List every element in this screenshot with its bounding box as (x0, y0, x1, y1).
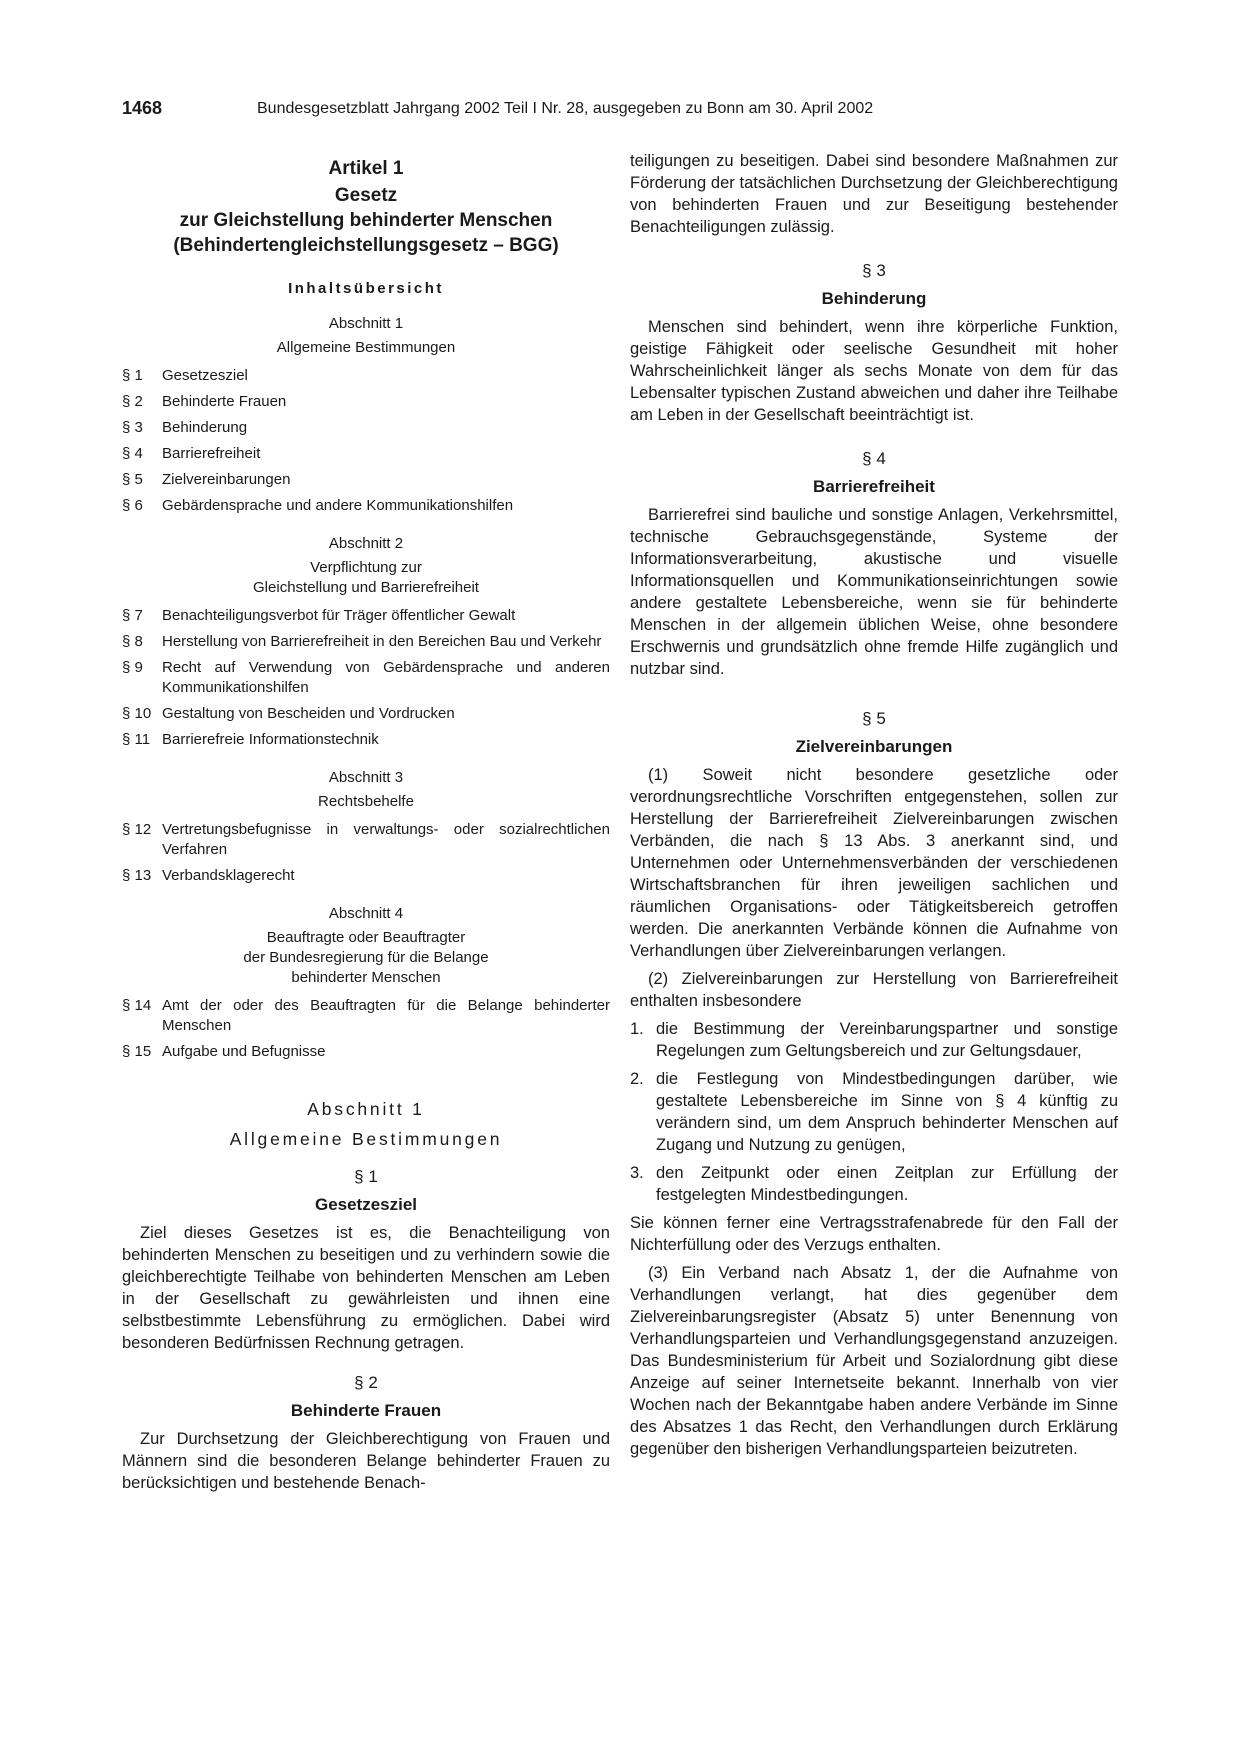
page-header (122, 98, 1122, 128)
toc-item-num: § 7 (122, 607, 143, 624)
paragraph-heading: Zielvereinbarungen (795, 737, 953, 756)
toc-section (122, 314, 610, 516)
paragraph-heading: Gesetzesziel (314, 1195, 418, 1214)
toc-item (122, 1042, 610, 1062)
toc (122, 314, 610, 1062)
list-item (630, 1068, 1118, 1156)
left-column (122, 156, 610, 1494)
paragraph-text: (1) Soweit nicht besondere gesetzliche oder verordnungsrechtliche Vorschriften entgegenstehen, sollen zur Herstellung der Barrierefreiheit Zielvereinbarungen zwischen Verbänden, die nach § 13 Abs. 3 anerkannt sind, und Unternehmen oder Unternehmensverbänden der verschiedenen Wirtschaftsbranchen für ihren jeweiligen sachlichen und räumlichen Organisations- oder Tätigkeitsbereich getroffen werden. Die anerkannten Verbände können die Aufnahme von Verhandlungen über Zielvereinbarungen verlangen. (630, 766, 1118, 960)
toc-item-text: Behinderte Frauen (162, 393, 287, 410)
list-item-num: 1. (630, 1020, 644, 1038)
toc-item-num: § 5 (122, 471, 143, 488)
page-number: 1468 (122, 98, 163, 118)
toc-section-title: Verpflichtung zur (310, 559, 422, 576)
enumerated-list (630, 1018, 1118, 1206)
law-title-line-1: Gesetz (334, 185, 398, 206)
toc-item (122, 470, 610, 490)
toc-item-num: § 14 (122, 997, 152, 1014)
toc-item (122, 606, 610, 626)
paragraph-text: (2) Zielvereinbarungen zur Herstellung von Barrierefreiheit enthalten insbesondere (630, 970, 1118, 1010)
paragraph-text: Ziel dieses Gesetzes ist es, die Benachteiligung von behinderten Menschen zu beseitigen und zu verhindern sowie die gleichberechtigte Teilhabe von behinderten Menschen am Leben in der Gesellschaft zu gewährleisten und ihnen eine selbstbestimmte Lebensführung zu ermöglichen. Dabei wird besonderen Bedürfnissen Rechnung getragen. (122, 1224, 610, 1352)
toc-item-num: § 9 (122, 659, 143, 676)
paragraph-text: Barrierefrei sind bauliche und sonstige Anlagen, Verkehrsmittel, technische Gebrauchsgegenstände, Systeme der Informationsverarbeitung, akustische und visuelle Informationsquellen und Kommunikationseinrichtungen sowie andere gestaltete Lebensbereiche, wenn sie für behinderte Menschen in der allgemein üblichen Weise, ohne besondere Erschwernis und grundsätzlich ohne fremde Hilfe zugänglich und nutzbar sind. (630, 506, 1118, 678)
toc-section (122, 904, 610, 1062)
toc-item-text: Amt der oder des Beauftragten für die Belange behinderter Menschen (162, 997, 610, 1034)
toc-item (122, 658, 610, 698)
toc-item-text: Aufgabe und Befugnisse (162, 1043, 326, 1060)
toc-item-text: Gesetzesziel (162, 367, 248, 384)
toc-section-title: Allgemeine Bestimmungen (276, 339, 456, 356)
toc-item (122, 866, 610, 886)
toc-item-num: § 1 (122, 367, 143, 384)
toc-item-text: Benachteiligungsverbot für Träger öffentlicher Gewalt (162, 607, 516, 624)
toc-item (122, 632, 610, 652)
toc-item-num: § 3 (122, 419, 143, 436)
paragraph-text: (3) Ein Verband nach Absatz 1, der die Aufnahme von Verhandlungen verlangt, hat dies gegenüber dem Zielvereinbarungsregister (Absatz 5) unter Benennung von Verhandlungsparteien und Verhandlungsgegenstand anzuzeigen. Das Bundesministerium für Arbeit und Sozialordnung gibt diese Anzeige auf seiner Internetseite bekannt. Innerhalb von vier Wochen nach der Bekanntgabe haben andere Verbände im Sinne des Absatzes 1 das Recht, den Verhandlungen durch Erklärung gegenüber den bisherigen Verhandlungsparteien beizutreten. (630, 1264, 1118, 1458)
toc-item-text: Vertretungsbefugnisse in verwaltungs- oder sozialrechtlichen Verfahren (162, 821, 610, 858)
toc-item-num: § 8 (122, 633, 143, 650)
toc-section-title: Gleichstellung und Barrierefreiheit (253, 579, 479, 596)
toc-section-label: Abschnitt 4 (328, 905, 404, 922)
paragraph-number: § 2 (354, 1373, 378, 1392)
toc-item-num: § 11 (122, 731, 151, 748)
toc-section-label: Abschnitt 2 (328, 535, 404, 552)
list-item-text: die Bestimmung der Vereinbarungspartner und sonstige Regelungen zum Geltungsbereich und zur Geltungsdauer, (656, 1020, 1118, 1060)
list-item-text: den Zeitpunkt oder einen Zeitplan zur Erfüllung der festgelegten Mindestbedingungen. (656, 1164, 1118, 1204)
paragraph-heading: Behinderung (821, 289, 927, 308)
toc-section (122, 534, 610, 750)
toc-item-text: Barrierefreiheit (162, 445, 261, 462)
section-label: Abschnitt 1 (307, 1099, 425, 1119)
paragraph-text: Menschen sind behindert, wenn ihre körperliche Funktion, geistige Fähigkeit oder seelische Gesundheit mit hoher Wahrscheinlichkeit länger als sechs Monate von dem für das Lebensalter typischen Zustand abweichen und daher ihre Teilhabe am Leben in der Gesellschaft beeinträchtigt ist. (630, 318, 1118, 424)
list-item (630, 1162, 1118, 1206)
toc-item-text: Zielvereinbarungen (162, 471, 291, 488)
toc-item (122, 820, 610, 860)
list-item (630, 1018, 1118, 1062)
paragraph-number: § 3 (862, 261, 886, 280)
paragraph-text: Sie können ferner eine Vertragsstrafenabrede für den Fall der Nichterfüllung oder des Verzugs enthalten. (630, 1214, 1118, 1254)
section-title: Allgemeine Bestimmungen (229, 1129, 503, 1149)
toc-item (122, 366, 610, 386)
toc-item-text: Gestaltung von Bescheiden und Vordrucken (162, 705, 455, 722)
paragraph-heading: Barrierefreiheit (813, 477, 935, 496)
toc-section-label: Abschnitt 3 (328, 769, 404, 786)
toc-item (122, 496, 610, 516)
toc-item-text: Behinderung (162, 419, 248, 436)
toc-item-num: § 13 (122, 867, 152, 884)
toc-item-num: § 10 (122, 705, 152, 722)
list-item-text: die Festlegung von Mindestbedingungen darüber, wie gestaltete Lebensbereiche im Sinne von § 4 künftig zu verändern sind, um dem Anspruch behinderter Menschen auf Zugang und Nutzung zu genügen, (656, 1070, 1118, 1154)
paragraph-heading: Behinderte Frauen (290, 1401, 442, 1420)
paragraph-number: § 1 (354, 1167, 378, 1186)
toc-item-text: Verbandsklagerecht (162, 867, 295, 884)
right-column (630, 150, 1118, 1460)
paragraph-text: teiligungen zu beseitigen. Dabei sind besondere Maßnahmen zur Förderung der tatsächlichen Durchsetzung der Gleichberechtigung von behinderten Frauen und zur Beseitigung bestehender Benachteiligungen zulässig. (630, 152, 1118, 236)
toc-item-num: § 12 (122, 821, 152, 838)
toc-item (122, 704, 610, 724)
toc-section (122, 768, 610, 886)
toc-section-title: Beauftragte oder Beauftragter (266, 929, 466, 946)
toc-section-title: der Bundesregierung für die Belange (243, 949, 489, 966)
toc-item-num: § 2 (122, 393, 143, 410)
paragraph-text: Zur Durchsetzung der Gleichberechtigung von Frauen und Männern sind die besonderen Belange behinderter Frauen zu berücksichtigen und bestehende Benach- (122, 1430, 610, 1492)
list-item-num: 2. (630, 1070, 644, 1088)
toc-item-num: § 6 (122, 497, 143, 514)
list-item-num: 3. (630, 1164, 644, 1182)
toc-section-label: Abschnitt 1 (328, 315, 404, 332)
toc-item-num: § 15 (122, 1043, 152, 1060)
toc-item-text: Recht auf Verwendung von Gebärdensprache und anderen Kommunikationshilfen (162, 659, 610, 696)
toc-heading: Inhaltsübersicht (288, 280, 444, 297)
toc-section-title: Rechtsbehelfe (318, 793, 414, 810)
toc-section-title: behinderter Menschen (291, 969, 441, 986)
running-title: Bundesgesetzblatt Jahrgang 2002 Teil I Nr. 28, ausgegeben zu Bonn am 30. April 2002 (257, 100, 874, 117)
toc-item (122, 444, 610, 464)
law-title-line-3: (Behindertengleichstellungsgesetz – BGG) (173, 235, 559, 256)
toc-item-num: § 4 (122, 445, 143, 462)
law-title-line-2: zur Gleichstellung behinderter Menschen (179, 210, 553, 231)
toc-item (122, 418, 610, 438)
paragraph-number: § 5 (862, 709, 886, 728)
toc-item-text: Herstellung von Barrierefreiheit in den Bereichen Bau und Verkehr (162, 633, 602, 650)
toc-item (122, 730, 610, 750)
paragraph-number: § 4 (862, 449, 886, 468)
toc-item (122, 996, 610, 1036)
toc-item (122, 392, 610, 412)
toc-item-text: Gebärdensprache und andere Kommunikationshilfen (162, 497, 514, 514)
toc-item-text: Barrierefreie Informationstechnik (162, 731, 379, 748)
article-label: Artikel 1 (328, 158, 404, 179)
